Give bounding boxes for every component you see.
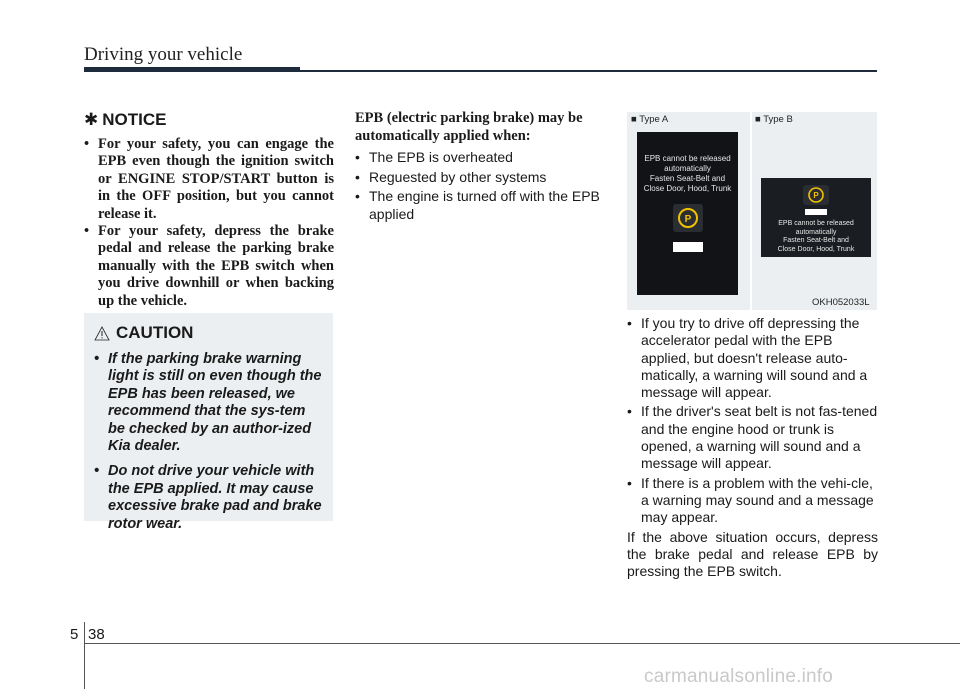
page-header-title: Driving your vehicle bbox=[84, 44, 243, 65]
screen-a-line: Close Door, Hood, Trunk bbox=[643, 184, 732, 193]
caution-item: • Do not drive your vehicle with the EPB applied. It may cause excessive brake pad and brake rotor wear. bbox=[94, 463, 325, 533]
footer-vertical-rule bbox=[84, 622, 85, 689]
notice-section bbox=[84, 110, 334, 310]
svg-text:P: P bbox=[684, 214, 692, 225]
page-number: 38 bbox=[88, 626, 105, 643]
notice-item: • For your safety, depress the brake pedal and release the parking brake manually with the EPB switch when you drive downhill or when backing up the vehicle. bbox=[84, 223, 334, 310]
screen-a-line: EPB cannot be released bbox=[644, 154, 731, 163]
notice-star-icon: ✱ bbox=[84, 110, 99, 129]
notice-item: • For your safety, you can engage the EPB even though the ignition switch or ENGINE STOP/START button is in the OFF position, but you cannot release it. bbox=[84, 136, 334, 223]
epb-intro: EPB (electric parking brake) may be automatically applied when: bbox=[355, 110, 583, 144]
type-b-label: ■ Type B bbox=[755, 114, 793, 125]
figure-divider bbox=[750, 112, 752, 310]
header-rule-thin bbox=[300, 70, 877, 72]
epb-condition-item: • The engine is turned off with the EPB applied bbox=[355, 188, 605, 223]
caution-title: CAUTION bbox=[116, 323, 194, 342]
type-a-display bbox=[637, 132, 738, 295]
screen-b-line: automatically bbox=[795, 228, 837, 236]
type-a-label: ■ Type A bbox=[631, 114, 669, 125]
warning-item: • If there is a problem with the vehi-cle, a warning may sound and a message may appear. bbox=[627, 475, 878, 527]
watermark: carmanualsonline.info bbox=[644, 666, 834, 687]
screen-b-line: Fasten Seat-Belt and bbox=[783, 237, 849, 244]
svg-text:P: P bbox=[813, 191, 819, 200]
screen-a-line: automatically bbox=[664, 164, 711, 173]
type-b-display bbox=[761, 178, 871, 257]
screen-a-line: Fasten Seat-Belt and bbox=[649, 174, 726, 183]
caution-item: • If the parking brake warning light is still on even though the EPB has been released, we recommend that the sys-tem be checked by an author-ized Kia dealer. bbox=[94, 351, 325, 455]
caution-box bbox=[84, 313, 333, 532]
epb-condition-item: • The EPB is overheated bbox=[355, 149, 605, 167]
figure-code: OKH052033L bbox=[812, 297, 870, 308]
epb-condition-item: • Reguested by other systems bbox=[355, 169, 605, 187]
epb-warning-icon bbox=[671, 202, 705, 262]
warning-triangle-icon bbox=[94, 326, 110, 341]
epb-warning-section bbox=[627, 315, 878, 580]
warning-item: • If the driver's seat belt is not fas-tened and the engine hood or trunk is opened, a warning will sound and a message will appear. bbox=[627, 403, 878, 472]
epb-auto-apply-section bbox=[355, 110, 605, 225]
screen-b-line: EPB cannot be released bbox=[778, 220, 854, 227]
footer-rule bbox=[84, 643, 960, 644]
section-number: 5 bbox=[70, 626, 79, 643]
closing-paragraph: If the above situation occurs, depress the brake pedal and release EPB by pressing the EPB switch. bbox=[627, 528, 878, 580]
notice-title: NOTICE bbox=[102, 110, 167, 129]
warning-item: • If you try to drive off depressing the accelerator pedal with the EPB applied, but doesn't release auto-matically, a warning will sound and a message will appear. bbox=[627, 315, 878, 401]
screen-b-line: Close Door, Hood, Trunk bbox=[777, 245, 855, 253]
epb-warning-icon bbox=[801, 184, 831, 216]
header-rule-thick bbox=[84, 67, 300, 72]
